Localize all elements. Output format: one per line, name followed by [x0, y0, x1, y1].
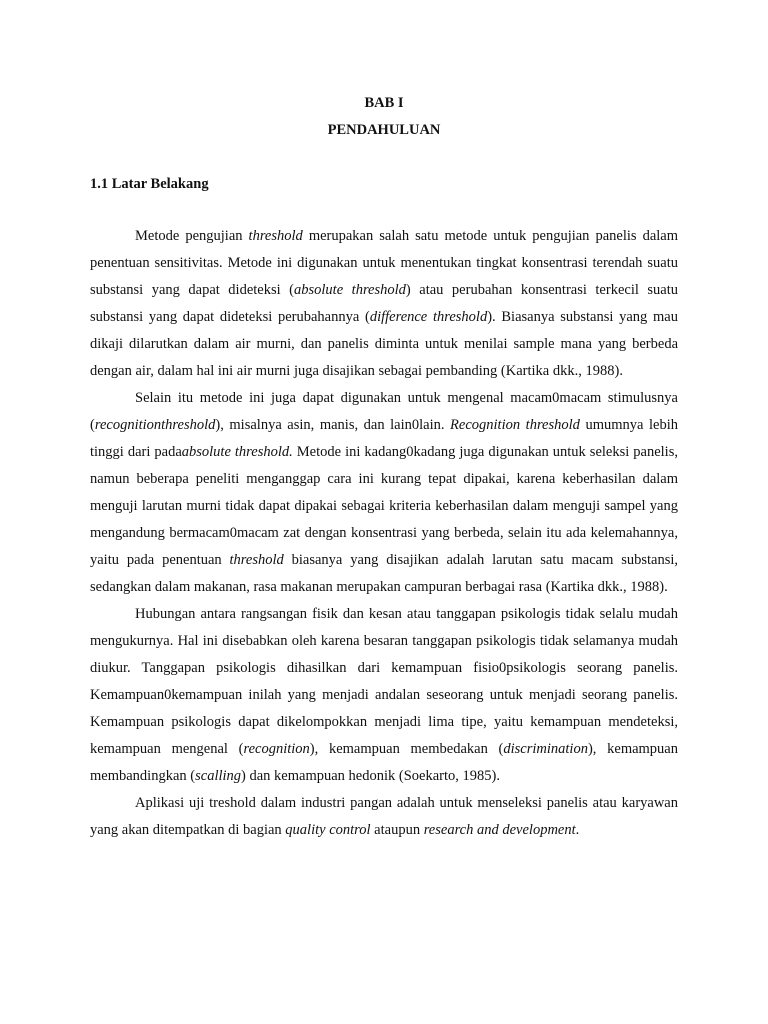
- text-run: umumnya lebih tinggi dari pada: [90, 417, 678, 460]
- text-run: Aplikasi uji treshold dalam industri pangan adalah untuk menseleksi panelis atau karyawan yang akan ditempatkan di bagian: [90, 795, 678, 838]
- paragraph-1: [90, 223, 678, 385]
- text-run: biasanya yang disajikan adalah larutan satu macam substansi, sedangkan dalam makanan, rasa makanan merupakan campuran berbagai rasa (Kartika dkk., 1988).: [90, 552, 678, 595]
- chapter-number: BAB I: [364, 95, 404, 111]
- text-run: ). Biasanya substansi yang mau dikaji dilarutkan dalam air murni, dan panelis diminta untuk menilai sample mana yang berbeda dengan air, dalam hal ini air murni juga disajikan sebagai pembanding (Kartika dkk., 1988).: [90, 309, 678, 379]
- text-run: .: [575, 822, 580, 838]
- chapter-title: PENDAHULUAN: [327, 122, 441, 138]
- text-run: ), misalnya asin, manis, dan lain0lain.: [215, 417, 451, 433]
- italic-term: absolute threshold: [294, 282, 406, 298]
- paragraph-2: [90, 385, 678, 601]
- text-run: merupakan salah satu metode untuk pengujian panelis dalam penentuan sensitivitas. Metode ini digunakan untuk menentukan tingkat konsentrasi terendah suatu substansi yang dapat dideteksi (: [90, 228, 678, 298]
- text-run: Hubungan antara rangsangan fisik dan kesan atau tanggapan psikologis tidak selalu mudah mengukurnya. Hal ini disebabkan oleh karena besaran tanggapan psikologis tidak selamanya mudah diukur. Tanggapan psikologis dihasilkan dari kemampuan fisio0psikologis seorang panelis. Kemampuan0kemampuan inilah yang menjadi andalan seseorang untuk menjadi seorang panelis. Kemampuan psikologis dapat dikelompokkan menjadi lima tipe, yaitu kemampuan mendeteksi, kemampuan mengenal (: [90, 606, 678, 757]
- italic-term: scalling: [195, 768, 242, 784]
- text-run: Selain itu metode ini juga dapat digunakan untuk mengenal macam0macam stimulusnya (: [90, 390, 678, 433]
- paragraph-4: [90, 790, 678, 844]
- italic-term: research and development: [423, 822, 576, 838]
- italic-term: difference threshold: [369, 309, 488, 325]
- paragraph-3: [90, 601, 678, 790]
- text-run: Metode ini kadang0kadang juga digunakan untuk seleksi panelis, namun beberapa peneliti menganggap cara ini kurang tepat dipakai, karena keberhasilan dalam menguji larutan murni tidak dapat dipakai sebagai kriteria keberhasilan dalam menguji sampel yang mengandung bermacam0macam zat dengan konsentrasi yang berbeda, selain itu ada kelemahannya, yaitu pada penentuan: [90, 444, 678, 568]
- text-run: ataupun: [370, 822, 424, 838]
- italic-term: threshold: [229, 552, 284, 568]
- italic-term: recognitionthreshold: [94, 417, 216, 433]
- section-heading: 1.1 Latar Belakang: [90, 176, 209, 192]
- text-run: ), kemampuan membedakan (: [309, 741, 504, 757]
- body-text: [90, 223, 678, 844]
- text-run: ) atau perubahan konsentrasi terkecil suatu substansi yang dapat dideteksi perubahannya (: [90, 282, 678, 325]
- italic-term: absolute threshold.: [181, 444, 293, 460]
- text-run: ), kemampuan membandingkan (: [90, 741, 678, 784]
- italic-term: discrimination: [503, 741, 588, 757]
- text-run: ) dan kemampuan hedonik (Soekarto, 1985).: [241, 768, 500, 784]
- italic-term: threshold: [248, 228, 303, 244]
- text-run: Metode pengujian: [135, 228, 249, 244]
- italic-term: quality control: [285, 822, 371, 838]
- italic-term: recognition: [243, 741, 310, 757]
- italic-term: Recognition threshold: [450, 417, 580, 433]
